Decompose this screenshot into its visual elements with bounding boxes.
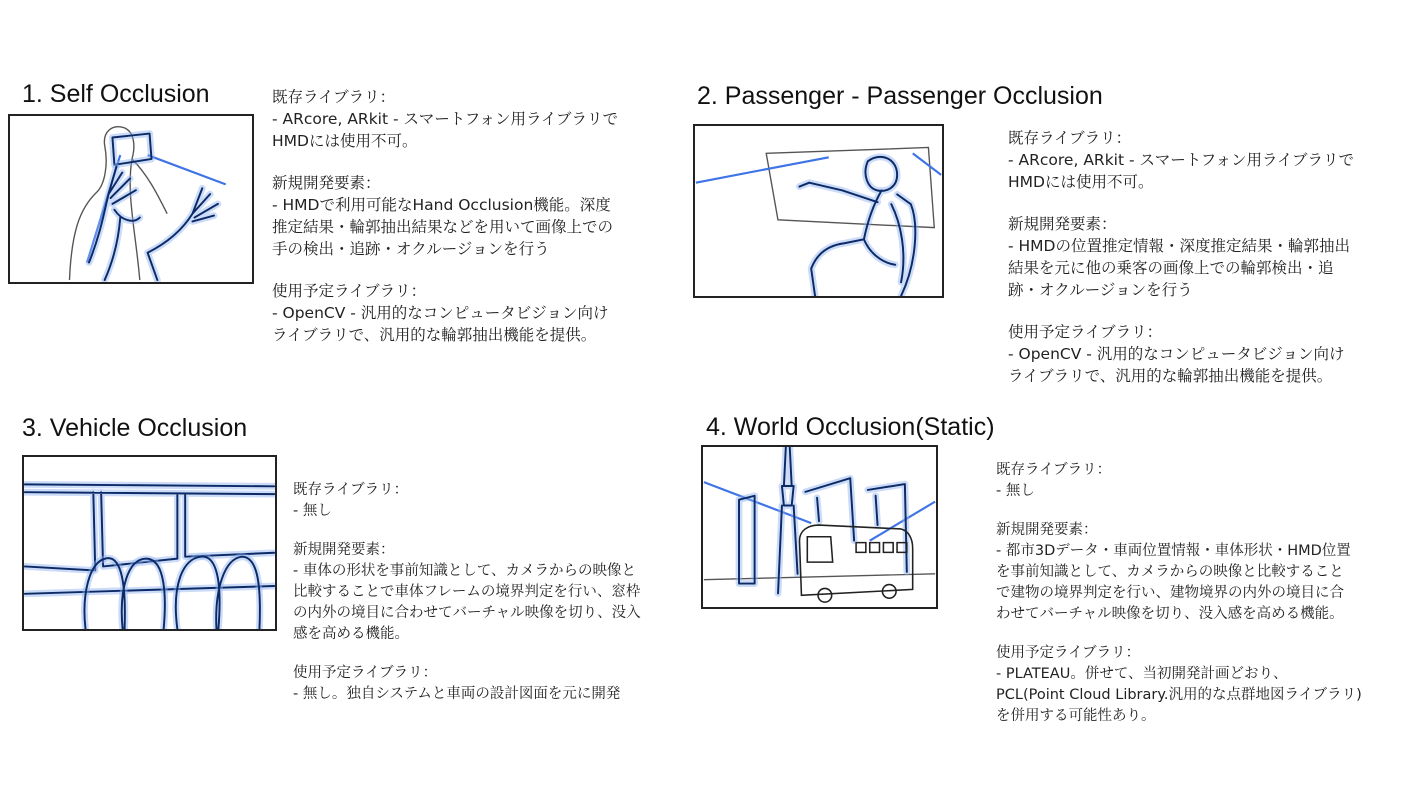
text-line: 使用予定ライブラリ： [996, 645, 1141, 661]
hand-occlusion-illustration [10, 116, 252, 282]
text-line: 新規開発要素： [272, 174, 381, 192]
text-line: PCL(Point Cloud Library.汎用的な点群地図ライブラリ) [996, 687, 1362, 703]
self-occlusion-sketch [8, 114, 254, 284]
passenger-occlusion-sketch [693, 124, 944, 298]
text-line: - 車体の形状を事前知識として、カメラからの映像と [293, 563, 637, 579]
text-line: - 無し [293, 503, 332, 519]
text-line: ライブラリで、汎用的な輪郭抽出機能を提供。 [272, 326, 597, 344]
passenger-illustration [695, 126, 942, 296]
section-2-description [1008, 127, 1354, 387]
text-line: を併用する可能性あり。 [996, 708, 1156, 724]
text-line: - 都市3Dデータ・車両位置情報・車体形状・HMD位置 [996, 543, 1351, 559]
section-2-title: 2. Passenger - Passenger Occlusion [697, 82, 1103, 110]
world-occlusion-sketch [701, 445, 938, 609]
text-line: - 無し。独自システムと車両の設計図面を元に開発 [293, 686, 621, 702]
text-line: - HMDの位置推定情報・深度推定結果・輪郭抽出 [1008, 237, 1350, 255]
text-line: わせてバーチャル映像を切り、没入感を高める機能。 [996, 606, 1344, 622]
text-line: を事前知識として、カメラからの映像と比較すること [996, 564, 1344, 580]
text-line: 既存ライブラリ： [272, 88, 396, 106]
section-4-description [996, 460, 1362, 727]
text-line: - HMDで利用可能なHand Occlusion機能。深度 [272, 196, 611, 214]
text-line: - ARcore, ARkit - スマートフォン用ライブラリで [1008, 151, 1355, 169]
section-3-description [293, 480, 641, 705]
text-line: 新規開発要素： [1008, 215, 1117, 233]
text-line: - ARcore, ARkit - スマートフォン用ライブラリで [272, 110, 619, 128]
text-line: - OpenCV - 汎用的なコンピュータビジョン向け [1008, 345, 1345, 363]
text-line: 比較することで車体フレームの境界判定を行い、窓枠 [293, 584, 641, 600]
text-line: 使用予定ライブラリ： [1008, 323, 1163, 341]
text-line: - PLATEAU。併せて、当初開発計画どおり、 [996, 666, 1288, 682]
text-line: 既存ライブラリ： [996, 462, 1112, 478]
section-1-title: 1. Self Occlusion [22, 80, 210, 108]
text-line: 新規開発要素： [996, 522, 1098, 538]
city-bus-illustration [703, 447, 936, 607]
text-line: 新規開発要素： [293, 542, 395, 558]
text-line: ライブラリで、汎用的な輪郭抽出機能を提供。 [1008, 367, 1333, 385]
text-line: 跡・オクルージョンを行う [1008, 281, 1193, 299]
text-line: 結果を元に他の乗客の画像上での輪郭検出・追 [1008, 259, 1334, 277]
section-4-title: 4. World Occlusion(Static) [706, 413, 995, 441]
vehicle-interior-illustration [24, 457, 275, 629]
text-line: 手の検出・追跡・オクルージョンを行う [272, 240, 550, 258]
text-line: 既存ライブラリ： [1008, 129, 1132, 147]
text-line: で建物の境界判定を行い、建物境界の内外の境目に合 [996, 585, 1344, 601]
text-line: - OpenCV - 汎用的なコンピュータビジョン向け [272, 304, 609, 322]
text-line: 使用予定ライブラリ： [272, 282, 427, 300]
text-line: 使用予定ライブラリ： [293, 665, 438, 681]
section-3-title: 3. Vehicle Occlusion [22, 414, 248, 442]
text-line: の内外の境目に合わせてバーチャル映像を切り、没入 [293, 605, 641, 621]
text-line: 推定結果・輪郭抽出結果などを用いて画像上での [272, 218, 614, 236]
text-line: - 無し [996, 483, 1035, 499]
text-line: HMDには使用不可。 [1008, 173, 1154, 191]
text-line: 感を高める機能。 [293, 626, 409, 642]
section-1-description [272, 86, 618, 346]
text-line: 既存ライブラリ： [293, 482, 409, 498]
vehicle-occlusion-sketch [22, 455, 277, 631]
text-line: HMDには使用不可。 [272, 132, 418, 150]
